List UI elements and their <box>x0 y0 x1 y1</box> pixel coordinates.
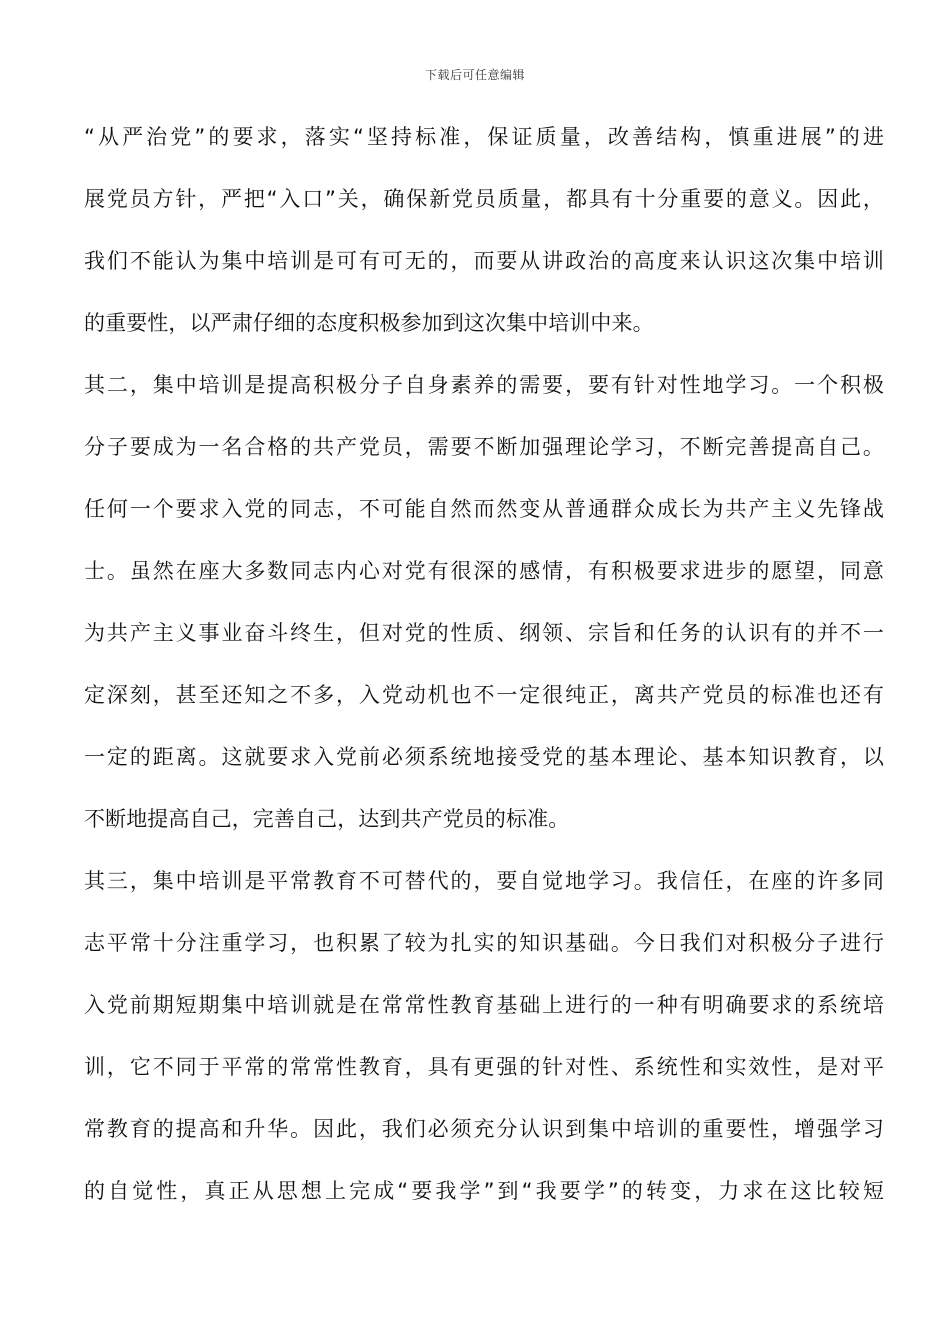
text-line: 士。虽然在座大多数同志内心对党有很深的感情，有积极要求进步的愿望，同意 <box>84 559 884 583</box>
text-line: 的自觉性，真正从思想上完成“要我学”到“我要学”的转变，力求在这比较短 <box>84 1179 884 1203</box>
text-line: 定深刻，甚至还知之不多，入党动机也不一定很纯正，离共产党员的标准也还有 <box>84 683 884 707</box>
text-line: “从严治党”的要求，落实“坚持标准，保证质量，改善结构，慎重进展”的进 <box>84 125 884 149</box>
document-body <box>84 113 884 1229</box>
text-line: 任何一个要求入党的同志，不可能自然而然变从普通群众成长为共产主义先锋战 <box>84 497 884 521</box>
text-line: 不断地提高自己，完善自己，达到共产党员的标准。 <box>84 807 570 831</box>
text-line: 训，它不同于平常的常常性教育，具有更强的针对性、系统性和实效性，是对平 <box>84 1055 884 1079</box>
text-line: 的重要性，以严肃仔细的态度积极参加到这次集中培训中来。 <box>84 311 654 335</box>
text-line: 分子要成为一名合格的共产党员，需要不断加强理论学习，不断完善提高自己。 <box>84 435 884 459</box>
text-line: 入党前期短期集中培训就是在常常性教育基础上进行的一种有明确要求的系统培 <box>84 993 884 1017</box>
page-header: 下载后可任意编辑 <box>424 68 525 82</box>
text-line: 其三，集中培训是平常教育不可替代的，要自觉地学习。我信任，在座的许多同 <box>84 869 884 893</box>
text-line: 一定的距离。这就要求入党前必须系统地接受党的基本理论、基本知识教育，以 <box>84 745 884 769</box>
text-line: 展党员方针，严把“入口”关，确保新党员质量，都具有十分重要的意义。因此， <box>84 187 884 211</box>
text-line: 我们不能认为集中培训是可有可无的，而要从讲政治的高度来认识这次集中培训 <box>84 249 884 273</box>
text-line: 常教育的提高和升华。因此，我们必须充分认识到集中培训的重要性，增强学习 <box>84 1117 884 1141</box>
text-line: 志平常十分注重学习，也积累了较为扎实的知识基础。今日我们对积极分子进行 <box>84 931 884 955</box>
text-line: 其二，集中培训是提高积极分子自身素养的需要，要有针对性地学习。一个积极 <box>84 373 884 397</box>
text-line: 为共产主义事业奋斗终生，但对党的性质、纲领、宗旨和任务的认识有的并不一 <box>84 621 884 645</box>
